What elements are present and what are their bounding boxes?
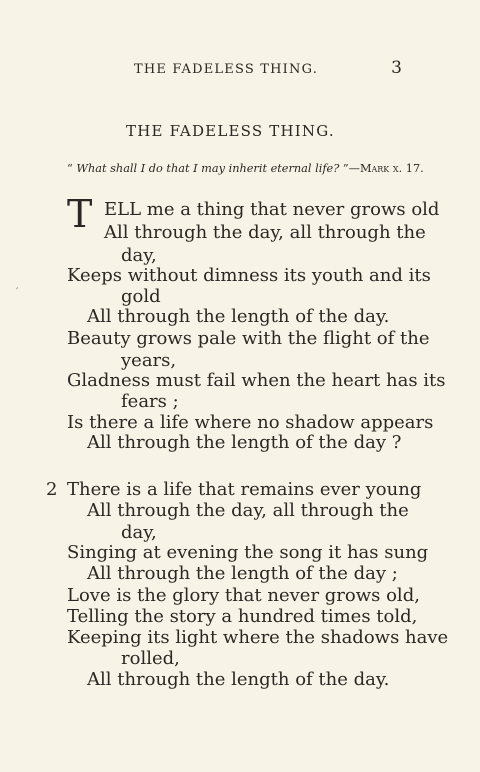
poem-line: Telling the story a hundred times told, [67,606,418,627]
poem-line: All through the length of the day ; [87,563,398,584]
poem-line: All through the day, all through the [104,222,426,243]
poem-line: day, [121,245,157,266]
epigraph-open-quote: “ [67,162,77,175]
poem-line: ELL me a thing that never grows old [104,199,440,220]
poem-line: Is there a life where no shadow appears [67,412,434,433]
epigraph-close: ”— [339,162,360,175]
poem-line: All through the length of the day. [87,669,390,690]
poem-line: years, [121,350,177,371]
epigraph-reference: Mark x. 17. [359,162,424,175]
poem-line: gold [121,286,161,307]
epigraph [67,162,424,175]
poem-line: Singing at evening the song it has sung [67,542,429,563]
poem-line: There is a life that remains ever young [67,479,422,500]
drop-cap: T [67,192,93,236]
poem-line: All through the day, all through the [87,500,409,521]
poem-line: Love is the glory that never grows old, [67,585,420,606]
poem-line: rolled, [121,648,180,669]
margin-mark: ′ [16,287,19,298]
page-number: 3 [391,58,402,78]
poem-line: day, [121,522,157,543]
running-head: THE FADELESS THING. [134,62,319,77]
poem-line: fears ; [121,391,179,412]
poem-line: Keeping its light where the shadows have [67,627,449,648]
epigraph-quote: What shall I do that I may inherit eternal life? [76,162,340,175]
stanza-number: 2 [46,479,58,500]
poem-line: All through the length of the day. [87,306,390,327]
poem-line: Keeps without dimness its youth and its [67,265,431,286]
poem-title: THE FADELESS THING. [126,122,335,140]
poem-line: Gladness must fail when the heart has its [67,370,446,391]
poem-line: All through the length of the day ? [87,432,402,453]
poem-line: Beauty grows pale with the flight of the [67,328,430,349]
